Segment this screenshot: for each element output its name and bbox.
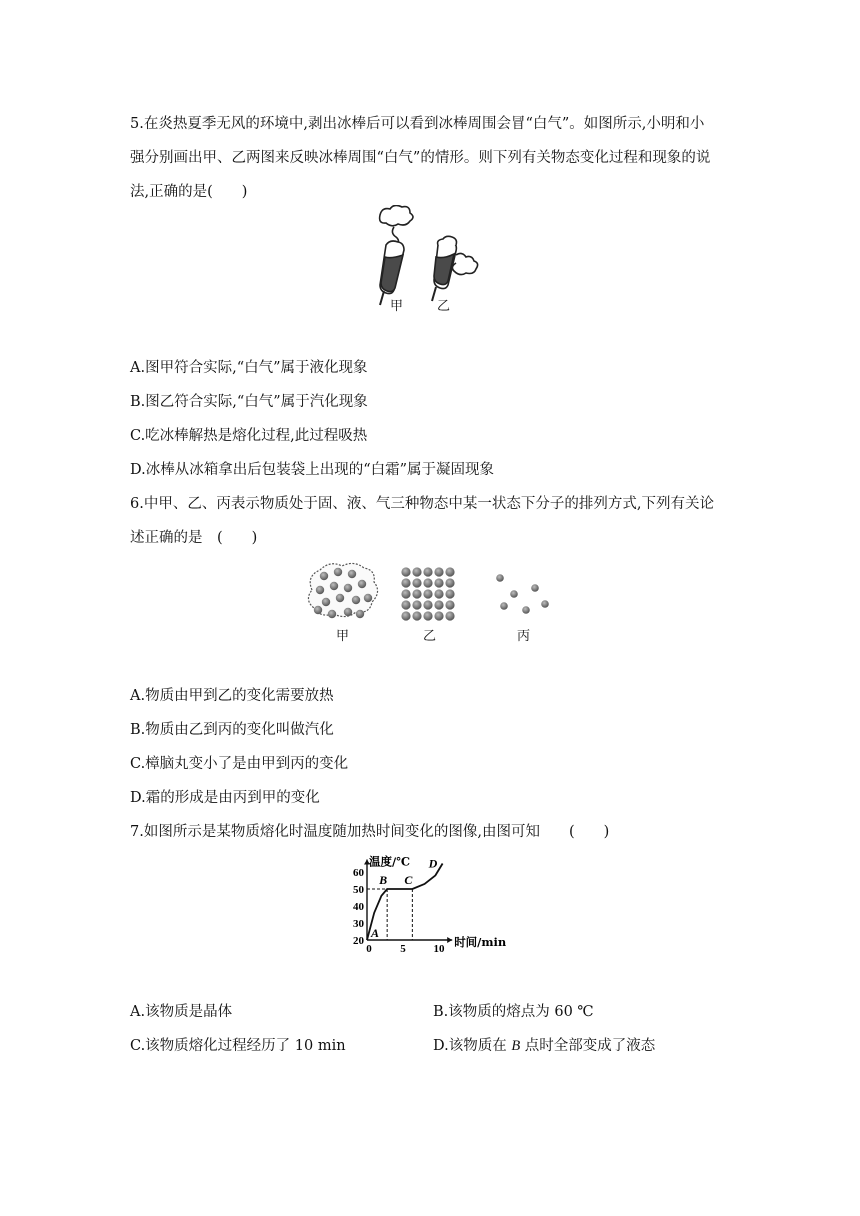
- q5-stem-line-2: 强分别画出甲、乙两图来反映冰棒周围“白气”的情形。则下列有关物态变化过程和现象的说: [130, 150, 711, 166]
- x-tick-label: 5: [400, 943, 406, 955]
- q5-option-b: B.图乙符合实际,“白气”属于汽化现象: [130, 394, 368, 410]
- molecule: [423, 578, 432, 587]
- q5-figure-label-yi: 乙: [437, 299, 451, 314]
- y-tick-label: 20: [353, 935, 364, 947]
- q6-option-a: A.物质由甲到乙的变化需要放热: [130, 688, 334, 704]
- q7-stem: 7.如图所示是某物质熔化时温度随加热时间变化的图像,由图可知 ( ): [130, 824, 610, 840]
- q7-option-d-point: B: [511, 1038, 521, 1054]
- q7-option-a: A.该物质是晶体: [130, 1004, 233, 1020]
- molecule: [412, 578, 421, 587]
- y-tick-label: 50: [353, 884, 364, 896]
- q5-stem-line-1: 5.在炎热夏季无风的环境中,剥出冰棒后可以看到冰棒周围会冒“白气”。如图所示,小明和小: [130, 116, 705, 132]
- q6-option-d: D.霜的形成是由丙到甲的变化: [130, 790, 320, 806]
- popsicle-yi-icon: [432, 236, 478, 301]
- molecule: [445, 567, 454, 576]
- molecule: [434, 567, 443, 576]
- molecule: [401, 578, 410, 587]
- molecules-bing-icon: [496, 574, 549, 614]
- molecule: [423, 611, 432, 620]
- q7-option-d-text-2: 点时全部变成了液态: [520, 1038, 656, 1054]
- molecule: [445, 589, 454, 598]
- molecule: [434, 600, 443, 609]
- q6-option-c: C.樟脑丸变小了是由甲到丙的变化: [130, 756, 349, 772]
- point-label-C: C: [404, 873, 413, 887]
- molecules-jia-icon: [308, 563, 377, 618]
- molecule: [412, 611, 421, 620]
- molecule: [401, 567, 410, 576]
- q5-option-a: A.图甲符合实际,“白气”属于液化现象: [130, 360, 368, 376]
- x-tick-label: 0: [366, 943, 372, 955]
- molecule: [423, 589, 432, 598]
- q5-option-c: C.吃冰棒解热是熔化过程,此过程吸热: [130, 428, 368, 444]
- molecule: [434, 578, 443, 587]
- q7-option-c: C.该物质熔化过程经历了 10 min: [130, 1038, 346, 1054]
- molecule: [412, 600, 421, 609]
- molecule: [445, 600, 454, 609]
- q6-figure-molecules: [300, 560, 560, 632]
- molecule: [434, 611, 443, 620]
- q6-figure-label-yi: 乙: [423, 629, 437, 644]
- q7-melting-chart: [345, 848, 515, 958]
- molecule: [423, 567, 432, 576]
- y-tick-label: 60: [353, 867, 364, 879]
- y-axis-label: 温度/℃: [369, 854, 410, 869]
- q6-figure-label-bing: 丙: [517, 629, 531, 644]
- q6-stem-line-2: 述正确的是 ( ): [130, 530, 258, 546]
- x-axis-arrow: [447, 937, 452, 943]
- molecule: [445, 611, 454, 620]
- q7-option-d: [433, 1036, 655, 1056]
- molecule: [412, 589, 421, 598]
- popsicle-jia-icon: [380, 205, 413, 305]
- q6-figure-label-jia: 甲: [336, 629, 350, 644]
- point-label-D: D: [428, 856, 438, 871]
- molecules-yi-icon: [401, 567, 454, 620]
- molecule: [423, 600, 432, 609]
- point-label-A: A: [371, 926, 380, 940]
- molecule: [434, 589, 443, 598]
- x-axis-label: 时间/min: [454, 935, 507, 949]
- molecule: [445, 578, 454, 587]
- y-tick-label: 40: [353, 901, 364, 913]
- q7-option-b: B.该物质的熔点为 60 ℃: [433, 1004, 594, 1020]
- point-label-B: B: [379, 873, 388, 887]
- x-tick-label: 10: [433, 943, 445, 955]
- q5-option-d: D.冰棒从冰箱拿出后包装袋上出现的“白霜”属于凝固现象: [130, 462, 495, 478]
- molecule: [412, 567, 421, 576]
- q5-stem-line-3: 法,正确的是( ): [130, 184, 248, 200]
- molecule: [401, 611, 410, 620]
- q7-option-d-text-1: D.该物质在: [433, 1038, 512, 1054]
- q5-figure-popsicles: [370, 205, 495, 320]
- molecule: [401, 589, 410, 598]
- molecule: [401, 600, 410, 609]
- q5-figure-label-jia: 甲: [390, 299, 404, 314]
- q6-stem-line-1: 6.中甲、乙、丙表示物质处于固、液、气三种物态中某一状态下分子的排列方式,下列有关论: [130, 496, 714, 512]
- y-tick-label: 30: [353, 918, 364, 930]
- q6-option-b: B.物质由乙到丙的变化叫做汽化: [130, 722, 334, 738]
